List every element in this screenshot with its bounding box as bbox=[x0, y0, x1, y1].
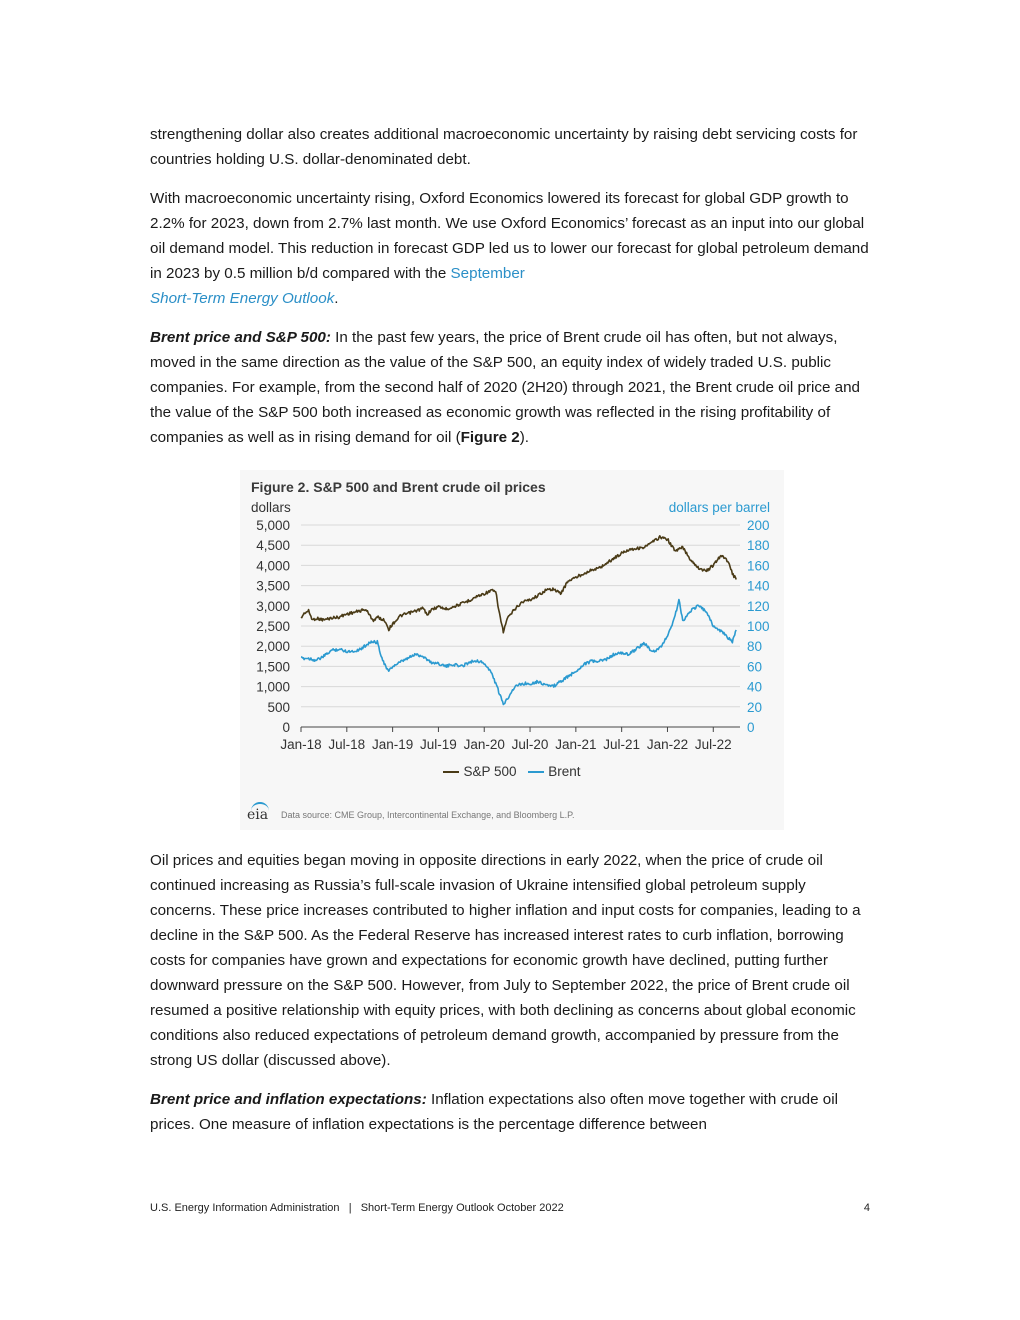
y-right-tick-label: 80 bbox=[747, 639, 763, 655]
line-chart bbox=[240, 470, 784, 770]
legend-label-sp500: S&P 500 bbox=[463, 764, 517, 779]
y-right-tick-label: 100 bbox=[747, 619, 770, 634]
paragraph-2-end: . bbox=[334, 290, 339, 307]
paragraph-5-text: Inflation expectations also often move together with crude oil prices. One measure of inflation expectations is the percentage difference between bbox=[150, 1091, 838, 1133]
left-axis-label: dollars bbox=[251, 500, 291, 515]
legend-item-brent bbox=[528, 764, 580, 779]
legend-swatch-sp500 bbox=[443, 771, 459, 773]
y-right-tick-label: 40 bbox=[747, 679, 763, 695]
eia-logo: eia bbox=[247, 807, 273, 823]
paragraph-3 bbox=[150, 325, 872, 450]
y-right-tick-label: 140 bbox=[747, 578, 770, 594]
brent-line bbox=[301, 600, 736, 705]
paragraph-5-lead: Brent price and inflation expectations: bbox=[150, 1091, 427, 1108]
chart-title: Figure 2. S&P 500 and Brent crude oil prices bbox=[251, 479, 546, 495]
footer-text: U.S. Energy Information Administration | Short-Term Energy Outlook October 2022 bbox=[150, 1202, 564, 1214]
paragraph-3-text: In the past few years, the price of Brent crude oil has often, but not always, moved in the same direction as the value of the S&P 500, an equity index of widely traded U.S. public companies. For example, from the second half of 2020 (2H20) through 2021, the Brent crude oil price and the value of the S&P 500 both increased as economic growth was reflected in the rising profitability of companies as well as in rising demand for oil ( bbox=[150, 329, 861, 446]
y-right-tick-label: 120 bbox=[747, 598, 770, 614]
data-source-text: Data source: CME Group, Intercontinental Exchange, and Bloomberg L.P. bbox=[281, 810, 575, 820]
x-tick-label: Jan-21 bbox=[555, 737, 597, 752]
legend-item-sp500 bbox=[443, 764, 516, 779]
document-body bbox=[150, 122, 872, 464]
figure-2-reference: Figure 2 bbox=[460, 429, 520, 446]
y-right-tick-label: 200 bbox=[747, 518, 770, 533]
legend-label-brent: Brent bbox=[548, 764, 581, 779]
y-left-tick-label: 5,000 bbox=[256, 518, 290, 533]
paragraph-3-lead: Brent price and S&P 500: bbox=[150, 329, 331, 346]
x-tick-label: Jul-19 bbox=[420, 737, 457, 752]
paragraph-2-text: With macroeconomic uncertainty rising, Oxford Economics lowered its forecast for global GDP growth to 2.2% for 2023, down from 2.7% last month. We use Oxford Economics’ forecast as an input into our global oil demand model. This reduction in forecast GDP led us to lower our forecast for global petroleum demand in 2023 by 0.5 million b/d compared with the bbox=[150, 190, 869, 282]
paragraph-1: strengthening dollar also creates additional macroeconomic uncertainty by raising debt servicing costs for countries holding U.S. dollar-denominated debt. bbox=[150, 126, 858, 168]
data-source bbox=[247, 807, 575, 823]
y-right-tick-label: 0 bbox=[747, 720, 755, 735]
page-number: 4 bbox=[863, 1202, 870, 1214]
y-left-tick-label: 3,500 bbox=[256, 578, 290, 594]
figure-2 bbox=[240, 470, 784, 830]
chart-legend bbox=[240, 764, 784, 779]
x-tick-label: Jan-20 bbox=[463, 737, 505, 752]
x-tick-label: Jan-18 bbox=[280, 737, 322, 752]
paragraph-5 bbox=[150, 1087, 872, 1137]
y-left-tick-label: 500 bbox=[267, 699, 290, 715]
paragraph-4: Oil prices and equities began moving in opposite directions in early 2022, when the price of crude oil continued increasing as Russia’s full-scale invasion of Ukraine intensified global petroleum supply concerns. These price increases contributed to higher inflation and input costs for companies, leading to a decline in the S&P 500. As the Federal Reserve has increased interest rates to curb inflation, borrowing costs for companies have grown and expectations for economic growth have declined, putting further downward pressure on the S&P 500. However, from July to September 2022, the price of Brent crude oil resumed a positive relationship with equity prices, with both declining as concerns about global economic conditions also reduced expectations of petroleum demand growth, accompanied by pressure from the strong US dollar (discussed above). bbox=[150, 852, 861, 1069]
y-left-tick-label: 3,000 bbox=[256, 598, 290, 614]
y-left-tick-label: 4,500 bbox=[256, 538, 290, 554]
x-tick-label: Jul-18 bbox=[328, 737, 366, 752]
paragraph-3-end: ). bbox=[519, 429, 529, 446]
sp500-line bbox=[301, 536, 736, 633]
document-body-continued bbox=[150, 848, 872, 1151]
y-right-tick-label: 20 bbox=[747, 699, 763, 715]
paragraph-2 bbox=[150, 186, 872, 311]
steo-link-september[interactable]: September bbox=[450, 265, 525, 282]
y-right-tick-label: 160 bbox=[747, 558, 770, 574]
y-left-tick-label: 4,000 bbox=[256, 558, 290, 574]
page-footer bbox=[150, 1202, 872, 1214]
x-tick-label: Jan-19 bbox=[371, 737, 414, 752]
y-left-tick-label: 1,500 bbox=[256, 659, 290, 675]
y-left-tick-label: 1,000 bbox=[256, 679, 290, 695]
y-right-tick-label: 60 bbox=[747, 659, 763, 675]
y-left-tick-label: 0 bbox=[282, 720, 290, 735]
right-axis-label: dollars per barrel bbox=[668, 500, 770, 515]
x-tick-label: Jul-21 bbox=[603, 737, 641, 752]
y-left-tick-label: 2,000 bbox=[256, 639, 290, 655]
x-tick-label: Jul-22 bbox=[694, 737, 732, 752]
x-tick-label: Jan-22 bbox=[646, 737, 689, 752]
x-tick-label: Jul-20 bbox=[511, 737, 549, 752]
y-right-tick-label: 180 bbox=[747, 538, 770, 554]
steo-link-title[interactable]: Short-Term Energy Outlook bbox=[150, 290, 335, 307]
legend-swatch-brent bbox=[528, 771, 544, 773]
y-left-tick-label: 2,500 bbox=[256, 619, 290, 634]
